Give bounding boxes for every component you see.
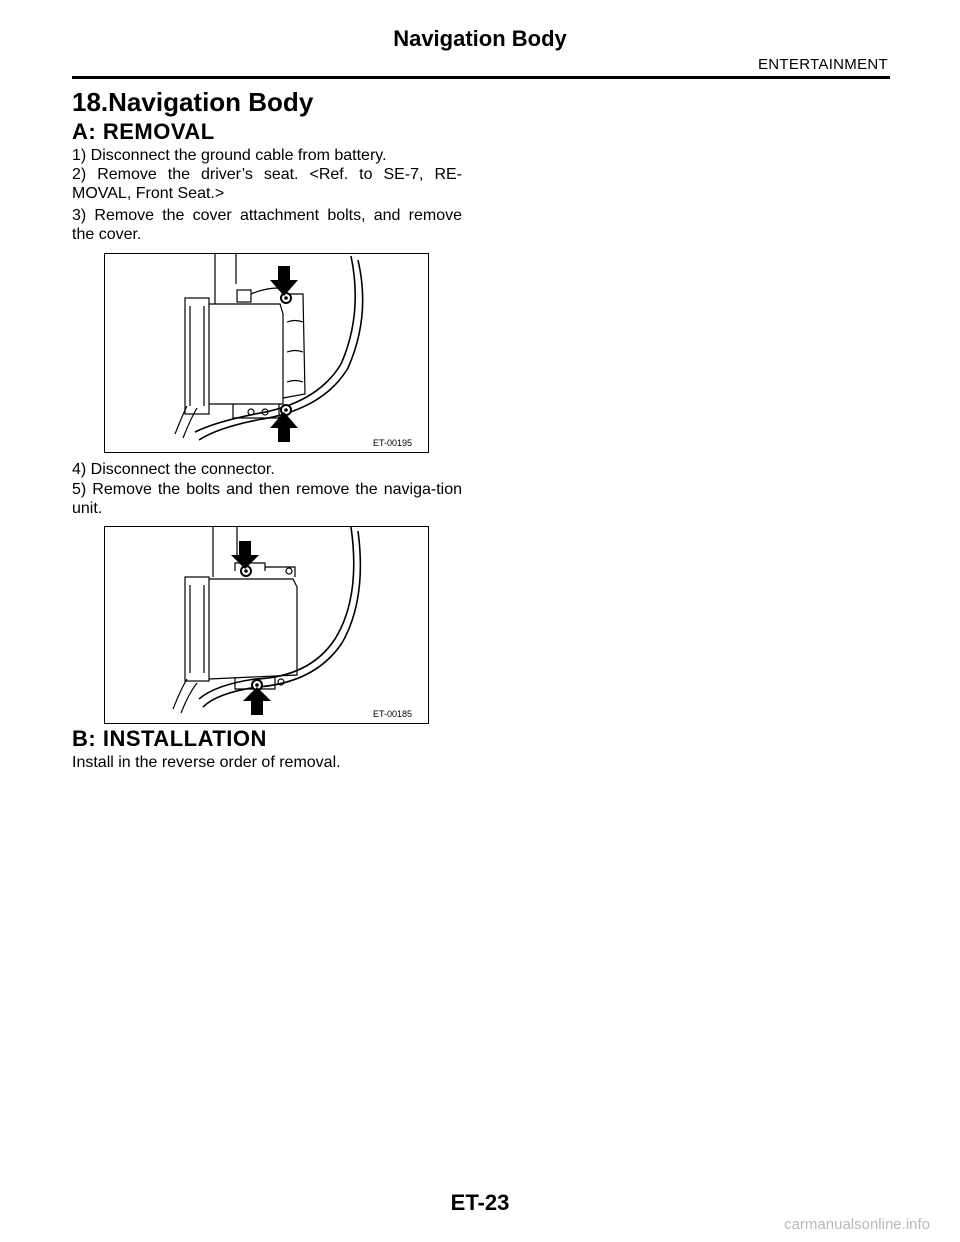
header-rule: [72, 76, 890, 79]
removal-figure-unit: [104, 526, 429, 724]
installation-text: Install in the reverse order of removal.: [72, 754, 341, 771]
arrow-down-icon: [270, 266, 298, 296]
page-header-title: Navigation Body: [393, 26, 567, 51]
unit-connector-block: [185, 298, 209, 414]
watermark: carmanualsonline.info: [784, 1216, 930, 1233]
page-number: ET-23: [450, 1190, 510, 1215]
removal-step-2: 2) Remove the driver’s seat. <Ref. to SE-7, RE-MOVAL, Front Seat.>: [72, 166, 462, 202]
section-title: 18.Navigation Body: [72, 87, 314, 117]
unit-connector-block: [185, 577, 209, 681]
unit-bolts-illustration: [105, 527, 428, 723]
wire-harness: [199, 527, 354, 699]
removal-step-4: 4) Disconnect the connector.: [72, 461, 275, 478]
navigation-unit-body: [209, 579, 297, 679]
arrow-up-icon: [243, 687, 271, 715]
removal-figure-cover: [104, 253, 429, 453]
removal-step-1: 1) Disconnect the ground cable from battery.: [72, 147, 387, 164]
removal-heading: A: REMOVAL: [72, 119, 215, 144]
page-header-section: ENTERTAINMENT: [757, 56, 888, 73]
figure-label: ET-00195: [373, 438, 413, 448]
figure-label: ET-00185: [373, 709, 413, 719]
removal-step-5: 5) Remove the bolts and then remove the naviga-tion unit.: [72, 481, 462, 517]
navigation-unit-body: [209, 304, 283, 404]
cover-bolts-illustration: [105, 254, 428, 452]
installation-heading: B: INSTALLATION: [72, 726, 267, 751]
removal-step-3: 3) Remove the cover attachment bolts, and remove the cover.: [72, 207, 462, 243]
